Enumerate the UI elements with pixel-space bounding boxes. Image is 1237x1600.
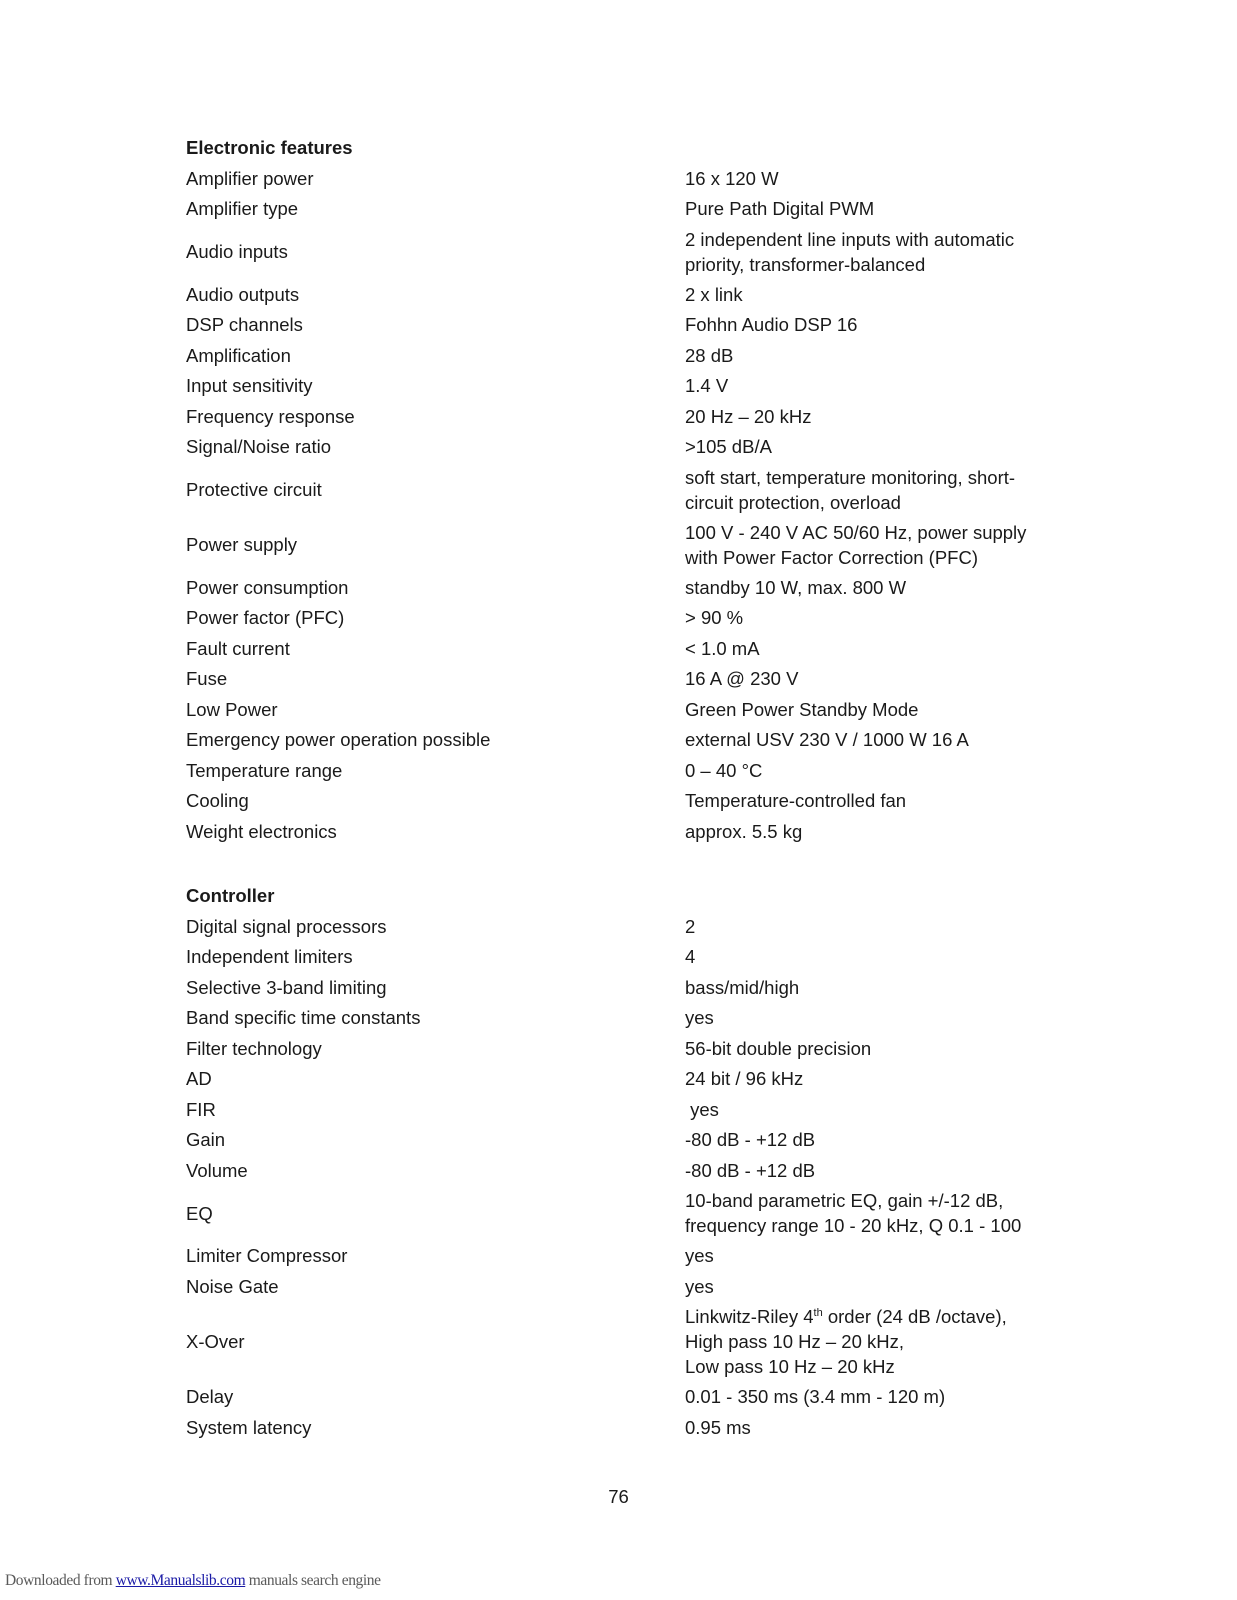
spec-value-line bbox=[685, 1304, 1055, 1329]
spec-row bbox=[186, 816, 1086, 847]
spec-value bbox=[685, 1097, 1055, 1122]
spec-row bbox=[186, 972, 1086, 1003]
spec-value-line: standby 10 W, max. 800 W bbox=[685, 576, 907, 598]
spec-row bbox=[186, 694, 1086, 725]
spec-row bbox=[186, 1094, 1086, 1125]
spec-value bbox=[685, 975, 1055, 1000]
spec-label: Independent limiters bbox=[186, 946, 353, 968]
spec-row bbox=[186, 194, 1086, 225]
spec-value-line: circuit protection, overload bbox=[685, 491, 901, 513]
spec-label: Fuse bbox=[186, 668, 228, 690]
spec-label: Digital signal processors bbox=[186, 915, 387, 937]
spec-label: Audio inputs bbox=[186, 241, 288, 262]
spec-value bbox=[685, 1274, 1055, 1299]
spec-value-line: Low pass 10 Hz – 20 kHz bbox=[685, 1356, 895, 1377]
spec-label: Low Power bbox=[186, 698, 278, 720]
spec-label: System latency bbox=[186, 1416, 312, 1438]
spec-label: Audio outputs bbox=[186, 283, 300, 305]
spec-label: Emergency power operation possible bbox=[186, 729, 491, 751]
spec-label: Temperature range bbox=[186, 759, 343, 781]
spec-value bbox=[685, 1384, 1055, 1409]
spec-value bbox=[685, 575, 1055, 600]
spec-label: Amplification bbox=[186, 344, 291, 366]
spec-value bbox=[685, 1243, 1055, 1268]
spec-value bbox=[685, 1066, 1055, 1091]
spec-label: Power factor (PFC) bbox=[186, 607, 345, 629]
spec-value bbox=[685, 1127, 1055, 1152]
spec-value-line: yes bbox=[685, 1245, 714, 1267]
spec-value bbox=[685, 697, 1055, 722]
spec-value bbox=[685, 404, 1055, 429]
spec-value-line: external USV 230 V / 1000 W 16 A bbox=[685, 729, 969, 751]
download-footer bbox=[5, 1571, 381, 1591]
spec-label: Weight electronics bbox=[186, 820, 337, 842]
spec-label: Signal/Noise ratio bbox=[186, 436, 331, 458]
spec-value bbox=[685, 1158, 1055, 1183]
controller-section bbox=[186, 880, 1086, 1443]
manualslib-link[interactable]: www.Manualslib.com bbox=[115, 1572, 246, 1589]
spec-value bbox=[685, 944, 1055, 969]
spec-row bbox=[186, 224, 1086, 279]
spec-value-line: Temperature-controlled fan bbox=[685, 790, 907, 812]
spec-value bbox=[685, 1005, 1055, 1030]
spec-label: Limiter Compressor bbox=[186, 1245, 348, 1267]
spec-value-line: 16 x 120 W bbox=[685, 167, 779, 189]
spec-value-line: Pure Path Digital PWM bbox=[685, 198, 875, 220]
spec-value bbox=[685, 1188, 1055, 1238]
spec-value bbox=[685, 166, 1055, 191]
spec-value-line: High pass 10 Hz – 20 kHz, bbox=[685, 1331, 905, 1352]
spec-row bbox=[186, 1064, 1086, 1095]
spec-row bbox=[186, 371, 1086, 402]
spec-value-line: -80 dB - +12 dB bbox=[685, 1129, 816, 1151]
spec-row bbox=[186, 603, 1086, 634]
spec-value-line: < 1.0 mA bbox=[685, 637, 760, 659]
spec-value bbox=[685, 520, 1055, 570]
spec-value bbox=[685, 312, 1055, 337]
spec-label: Band specific time constants bbox=[186, 1007, 421, 1029]
spec-row bbox=[186, 1186, 1086, 1241]
spec-value bbox=[685, 636, 1055, 661]
spec-value-line: 56-bit double precision bbox=[685, 1037, 872, 1059]
spec-row bbox=[186, 310, 1086, 341]
spec-value bbox=[685, 227, 1055, 277]
spec-value bbox=[685, 1304, 1055, 1379]
spec-row bbox=[186, 1033, 1086, 1064]
spec-value bbox=[685, 666, 1055, 691]
spec-value bbox=[685, 1415, 1055, 1440]
spec-value-text: order (24 dB /octave), bbox=[822, 1306, 1007, 1327]
spec-value-line: bass/mid/high bbox=[685, 976, 800, 998]
electronic-features-section bbox=[186, 132, 1086, 847]
spec-label: Selective 3-band limiting bbox=[186, 976, 387, 998]
spec-row bbox=[186, 755, 1086, 786]
spec-label: Delay bbox=[186, 1386, 234, 1408]
spec-value-line: 24 bit / 96 kHz bbox=[685, 1068, 804, 1090]
spec-row bbox=[186, 163, 1086, 194]
spec-value-line: 28 dB bbox=[685, 344, 734, 366]
spec-label: DSP channels bbox=[186, 314, 303, 336]
spec-row bbox=[186, 786, 1086, 817]
superscript: th bbox=[813, 1307, 823, 1319]
spec-label: AD bbox=[186, 1068, 212, 1090]
footer-suffix: manuals search engine bbox=[245, 1572, 381, 1589]
spec-value bbox=[685, 914, 1055, 939]
spec-label: Amplifier type bbox=[186, 198, 299, 220]
spec-value-line: 20 Hz – 20 kHz bbox=[685, 405, 812, 427]
spec-value bbox=[685, 343, 1055, 368]
spec-row bbox=[186, 911, 1086, 942]
spec-value-line: yes bbox=[685, 1275, 714, 1297]
spec-value-line: yes bbox=[685, 1098, 719, 1120]
spec-value-line: > 90 % bbox=[685, 607, 744, 629]
section-title: Electronic features bbox=[186, 137, 353, 158]
spec-row bbox=[186, 1003, 1086, 1034]
spec-value-line: 4 bbox=[685, 946, 696, 968]
spec-value bbox=[685, 434, 1055, 459]
spec-value bbox=[685, 819, 1055, 844]
spec-row bbox=[186, 633, 1086, 664]
spec-value-line: 1.4 V bbox=[685, 375, 729, 397]
spec-value-line: 0.95 ms bbox=[685, 1416, 751, 1438]
spec-value-line: 2 bbox=[685, 915, 696, 937]
spec-row bbox=[186, 664, 1086, 695]
spec-row bbox=[186, 1412, 1086, 1443]
spec-row bbox=[186, 340, 1086, 371]
spec-value-line: 16 A @ 230 V bbox=[685, 668, 799, 690]
spec-value-line: frequency range 10 - 20 kHz, Q 0.1 - 100 bbox=[685, 1215, 1022, 1236]
spec-label: Fault current bbox=[186, 637, 290, 659]
spec-row bbox=[186, 572, 1086, 603]
spec-label: Frequency response bbox=[186, 405, 355, 427]
spec-row bbox=[186, 725, 1086, 756]
spec-value-line: soft start, temperature monitoring, short- bbox=[685, 466, 1016, 488]
spec-value bbox=[685, 758, 1055, 783]
spec-value bbox=[685, 1036, 1055, 1061]
spec-row bbox=[186, 517, 1086, 572]
spec-value bbox=[685, 196, 1055, 221]
spec-label: Noise Gate bbox=[186, 1275, 279, 1297]
spec-row bbox=[186, 1155, 1086, 1186]
spec-label: Power supply bbox=[186, 534, 298, 555]
page-number: 76 bbox=[608, 1486, 629, 1507]
spec-value-line: with Power Factor Correction (PFC) bbox=[685, 546, 978, 568]
spec-value-line: priority, transformer-balanced bbox=[685, 253, 926, 275]
spec-value-line: 2 x link bbox=[685, 283, 743, 305]
spec-row bbox=[186, 1125, 1086, 1156]
spec-row bbox=[186, 1302, 1086, 1382]
spec-row bbox=[186, 942, 1086, 973]
spec-value-line: Green Power Standby Mode bbox=[685, 698, 919, 720]
spec-value bbox=[685, 788, 1055, 813]
spec-row bbox=[186, 401, 1086, 432]
spec-label: EQ bbox=[186, 1202, 213, 1224]
spec-label: Cooling bbox=[186, 790, 249, 812]
spec-label: Filter technology bbox=[186, 1037, 322, 1059]
spec-value bbox=[685, 605, 1055, 630]
spec-value-line: approx. 5.5 kg bbox=[685, 820, 803, 842]
spec-value bbox=[685, 727, 1055, 752]
spec-label: Amplifier power bbox=[186, 167, 314, 189]
spec-row bbox=[186, 1382, 1086, 1413]
spec-value-line: yes bbox=[685, 1007, 714, 1029]
footer-prefix: Downloaded from bbox=[5, 1572, 116, 1589]
spec-value-line: Fohhn Audio DSP 16 bbox=[685, 314, 858, 336]
spec-value-line: 0.01 - 350 ms (3.4 mm - 120 m) bbox=[685, 1386, 946, 1408]
spec-label: Protective circuit bbox=[186, 479, 322, 500]
spec-row bbox=[186, 462, 1086, 517]
spec-value-text: Linkwitz-Riley 4 bbox=[685, 1306, 814, 1327]
spec-label: Gain bbox=[186, 1129, 226, 1151]
spec-row bbox=[186, 279, 1086, 310]
spec-value-line: 10-band parametric EQ, gain +/-12 dB, bbox=[685, 1190, 1004, 1211]
spec-row bbox=[186, 1271, 1086, 1302]
spec-value bbox=[685, 282, 1055, 307]
spec-value-line: -80 dB - +12 dB bbox=[685, 1159, 816, 1181]
spec-value bbox=[685, 373, 1055, 398]
spec-value-line: 2 independent line inputs with automatic bbox=[685, 228, 1015, 250]
spec-row bbox=[186, 432, 1086, 463]
spec-label: Volume bbox=[186, 1159, 248, 1181]
spec-value-line: 100 V - 240 V AC 50/60 Hz, power supply bbox=[685, 521, 1027, 543]
spec-label: Power consumption bbox=[186, 576, 349, 598]
section-title: Controller bbox=[186, 885, 275, 906]
spec-value-line: >105 dB/A bbox=[685, 436, 772, 458]
spec-label: X-Over bbox=[186, 1331, 245, 1352]
spec-label: FIR bbox=[186, 1098, 216, 1120]
spec-value bbox=[685, 465, 1055, 515]
spec-label: Input sensitivity bbox=[186, 375, 313, 397]
spec-value-line: 0 – 40 °C bbox=[685, 759, 763, 781]
spec-row bbox=[186, 1241, 1086, 1272]
